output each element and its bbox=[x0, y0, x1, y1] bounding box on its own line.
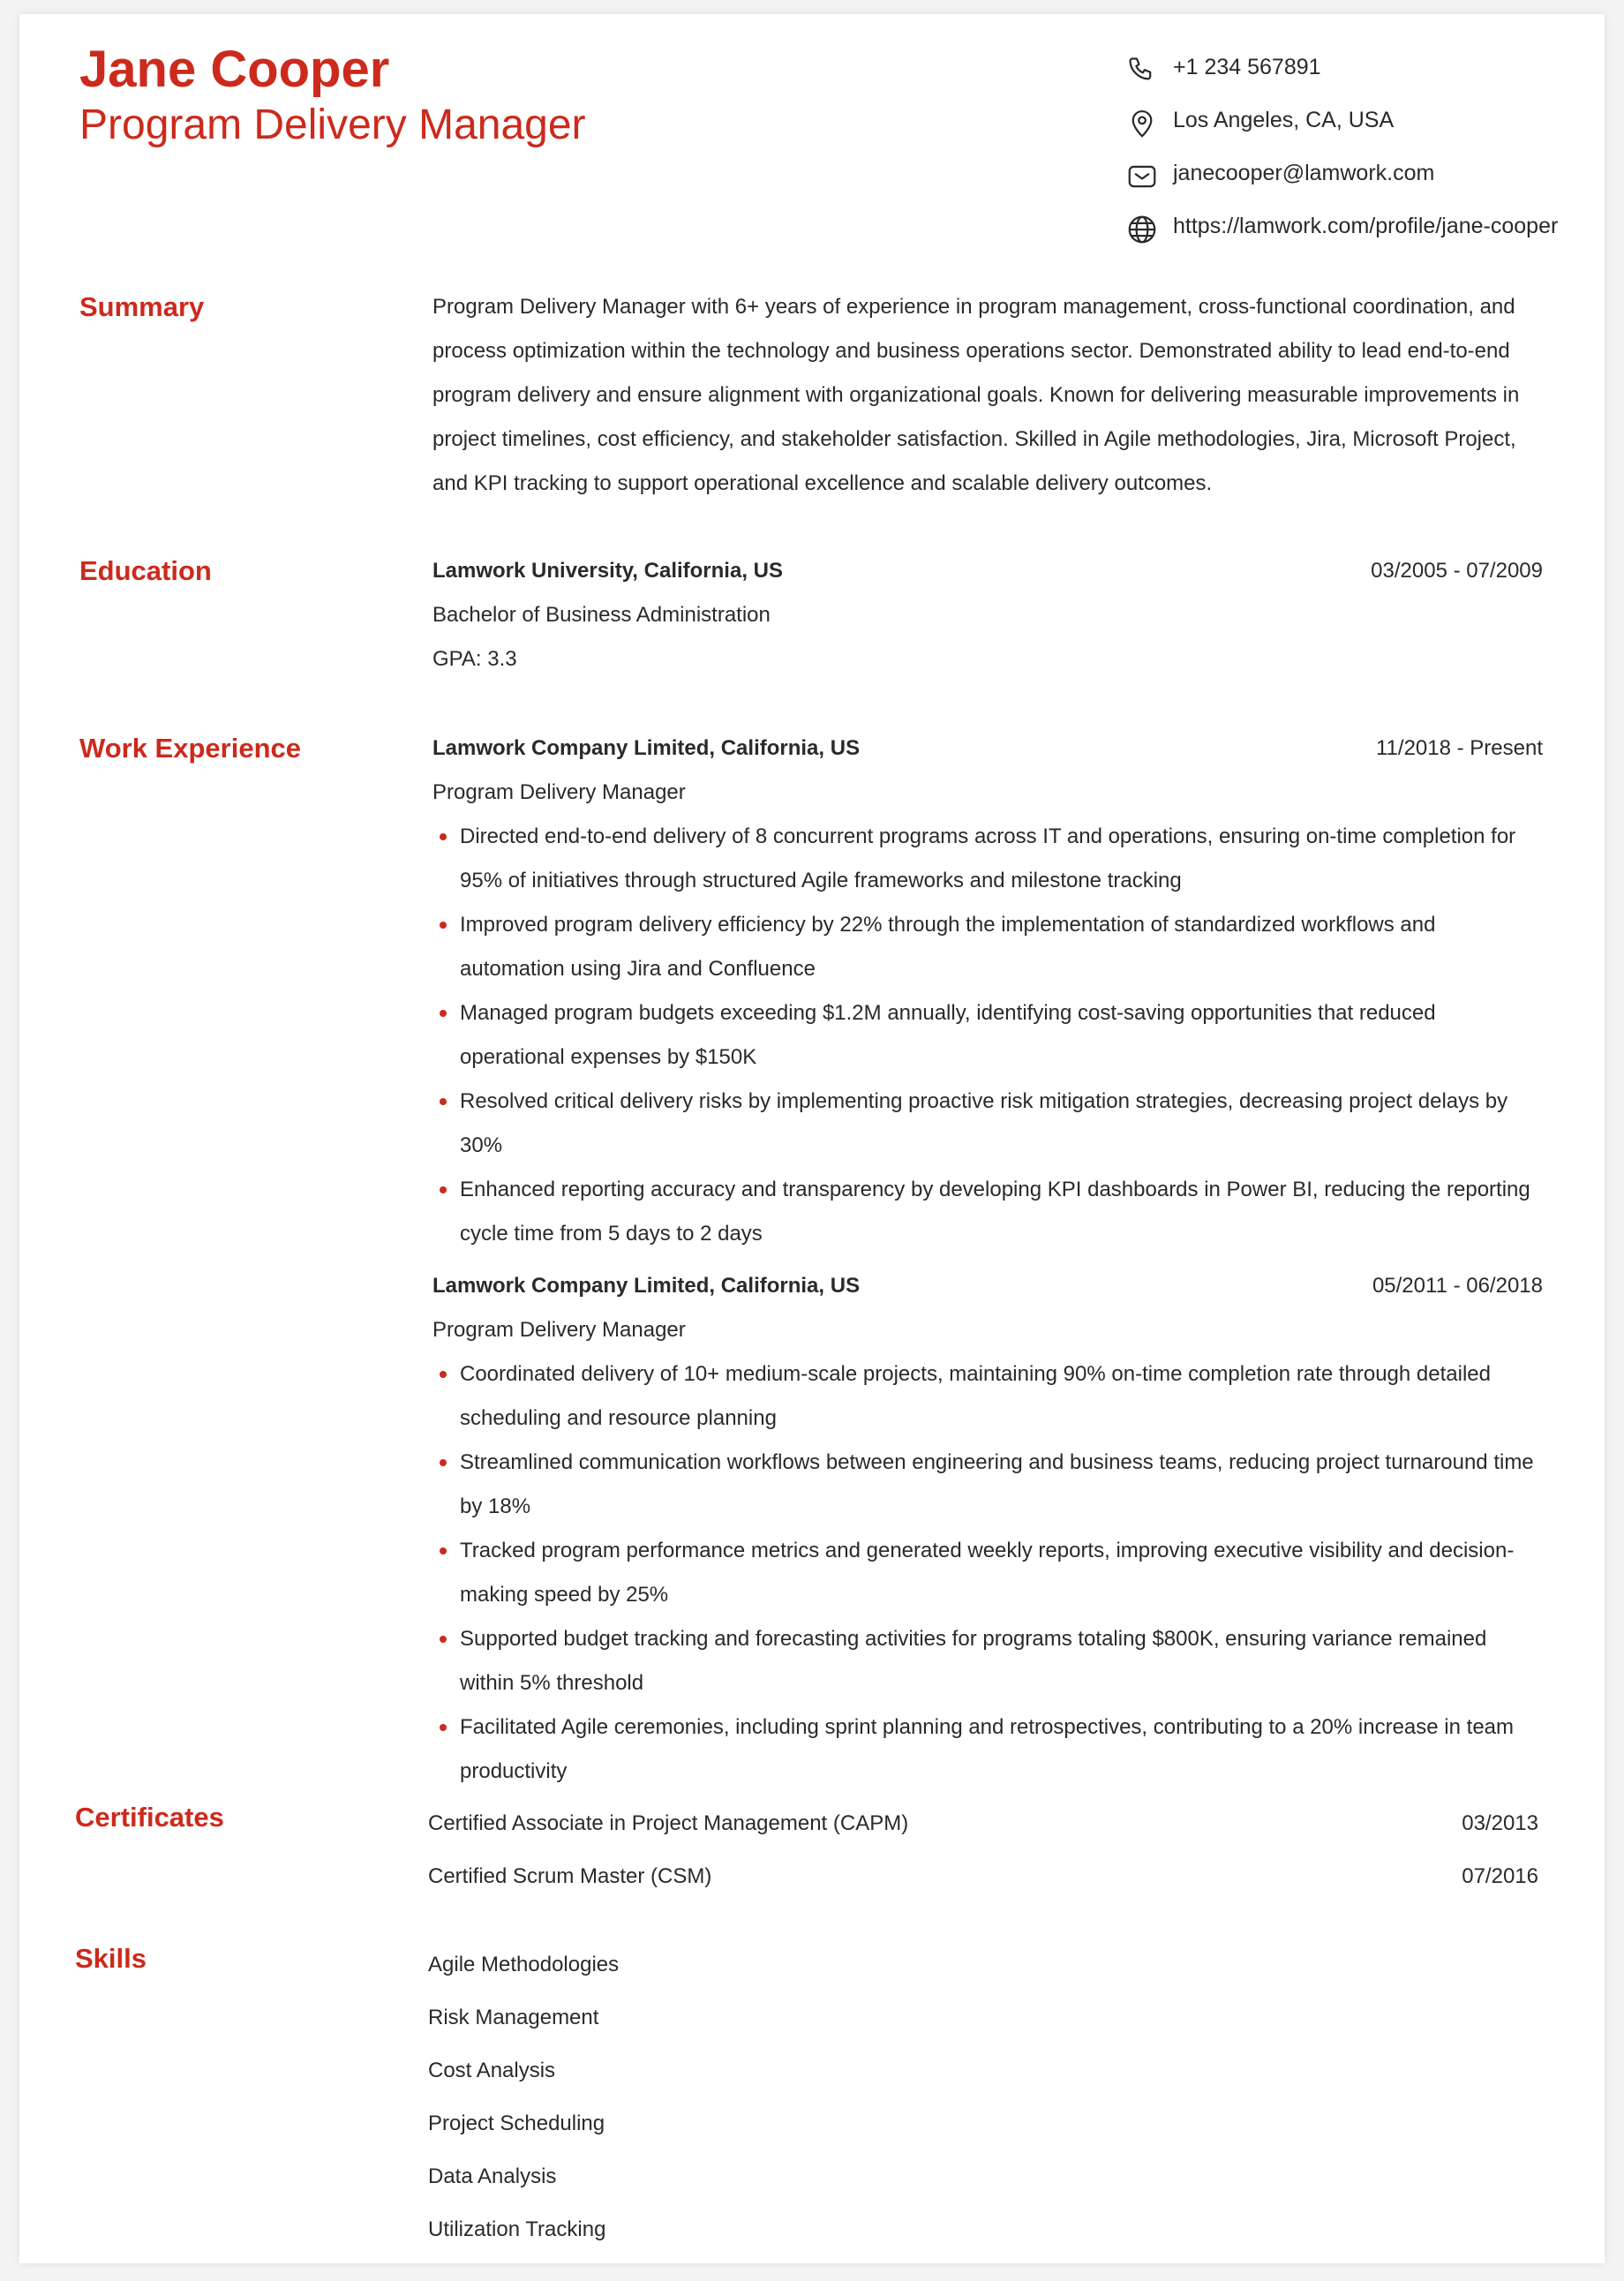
job-bullet: Managed program budgets exceeding $1.2M annually, identifying cost-saving opportunities that reduced operational expenses by $150K bbox=[432, 991, 1543, 1080]
candidate-name: Jane Cooper bbox=[79, 41, 390, 98]
education-dates: 03/2005 - 07/2009 bbox=[1371, 559, 1543, 583]
email-link[interactable]: janecooper@lamwork.com bbox=[1173, 161, 1435, 185]
contact-list bbox=[1125, 47, 1584, 259]
job-header bbox=[432, 1264, 1543, 1308]
mail-icon bbox=[1125, 160, 1159, 193]
experience-heading: Work Experience bbox=[79, 733, 301, 764]
skills-section bbox=[428, 1938, 1538, 2256]
candidate-title: Program Delivery Manager bbox=[79, 102, 586, 148]
contact-phone bbox=[1125, 47, 1584, 100]
certificate-row bbox=[428, 1850, 1538, 1903]
skill-item: Cost Analysis bbox=[428, 2059, 556, 2082]
job-role: Program Delivery Manager bbox=[432, 1318, 686, 1342]
job-bullet: Facilitated Agile ceremonies, including sprint planning and retrospectives, contributing to a 20% increase in team productivity bbox=[432, 1705, 1543, 1794]
job-company: Lamwork Company Limited, California, US bbox=[432, 736, 861, 760]
job-dates: 11/2018 - Present bbox=[1375, 736, 1543, 760]
certificate-date: 03/2013 bbox=[1462, 1811, 1538, 1835]
resume-page bbox=[19, 14, 1605, 2263]
education-section bbox=[432, 549, 1543, 681]
phone-icon bbox=[1125, 54, 1159, 87]
job-bullets bbox=[432, 1352, 1543, 1794]
certificate-name: Certified Associate in Project Management (CAPM) bbox=[428, 1811, 909, 1835]
certificate-row bbox=[428, 1797, 1538, 1850]
degree: Bachelor of Business Administration bbox=[432, 603, 771, 627]
job-role: Program Delivery Manager bbox=[432, 780, 686, 804]
gpa: GPA: 3.3 bbox=[432, 647, 517, 671]
job-bullet: Tracked program performance metrics and generated weekly reports, improving executive visibility and decision-making speed by 25% bbox=[432, 1529, 1543, 1617]
skill-item: Agile Methodologies bbox=[428, 1953, 620, 1976]
skill-item: Project Scheduling bbox=[428, 2112, 605, 2135]
job-bullet: Resolved critical delivery risks by implementing proactive risk mitigation strategies, decreasing project delays by 30% bbox=[432, 1080, 1543, 1168]
summary-text: Program Delivery Manager with 6+ years of experience in program management, cross-functional coordination, and process optimization within the technology and business operations sector. Demonstrated ability to lead end-to-end program delivery and ensure alignment with organizational goals. Known for delivering measurable improvements in project timelines, cost efficiency, and stakeholder satisfaction. Skilled in Agile methodologies, Jira, Microsoft Project, and KPI tracking to support operational excellence and scalable delivery outcomes. bbox=[432, 295, 1520, 495]
globe-icon bbox=[1125, 213, 1159, 246]
job-bullet: Enhanced reporting accuracy and transparency by developing KPI dashboards in Power BI, reducing the reporting cycle time from 5 days to 2 days bbox=[432, 1168, 1543, 1256]
certificates-section bbox=[428, 1797, 1538, 1903]
experience-section bbox=[432, 726, 1543, 1794]
job-entry bbox=[432, 726, 1543, 1256]
job-bullet: Directed end-to-end delivery of 8 concurrent programs across IT and operations, ensuring on-time completion for 95% of initiatives through structured Agile frameworks and milestone tracking bbox=[432, 815, 1543, 903]
job-bullets bbox=[432, 815, 1543, 1256]
website-link[interactable]: https://lamwork.com/profile/jane-cooper bbox=[1173, 214, 1559, 238]
job-company: Lamwork Company Limited, California, US bbox=[432, 1274, 861, 1298]
job-header bbox=[432, 726, 1543, 771]
skill-item: Utilization Tracking bbox=[428, 2217, 606, 2241]
location-text: Los Angeles, CA, USA bbox=[1173, 108, 1395, 132]
contact-location bbox=[1125, 100, 1584, 153]
job-dates: 05/2011 - 06/2018 bbox=[1372, 1274, 1543, 1298]
job-bullet: Coordinated delivery of 10+ medium-scale projects, maintaining 90% on-time completion rate through detailed scheduling and resource planning bbox=[432, 1352, 1543, 1441]
job-bullet: Supported budget tracking and forecasting activities for programs totaling $800K, ensuring variance remained within 5% threshold bbox=[432, 1617, 1543, 1705]
school-name: Lamwork University, California, US bbox=[432, 559, 783, 583]
certificate-name: Certified Scrum Master (CSM) bbox=[428, 1864, 712, 1888]
summary-heading: Summary bbox=[79, 291, 205, 322]
contact-email bbox=[1125, 153, 1584, 206]
job-bullet: Improved program delivery efficiency by 22% through the implementation of standardized workflows and automation using Jira and Confluence bbox=[432, 903, 1543, 991]
job-bullet: Streamlined communication workflows between engineering and business teams, reducing project turnaround time by 18% bbox=[432, 1441, 1543, 1529]
skill-item: Risk Management bbox=[428, 2006, 599, 2029]
contact-website bbox=[1125, 206, 1584, 259]
education-row bbox=[432, 549, 1543, 593]
location-pin-icon bbox=[1125, 107, 1159, 140]
job-entry bbox=[432, 1264, 1543, 1794]
phone-text[interactable]: +1 234 567891 bbox=[1173, 55, 1321, 79]
skill-item: Data Analysis bbox=[428, 2164, 557, 2188]
skills-heading: Skills bbox=[75, 1943, 147, 1974]
summary-section bbox=[432, 285, 1543, 506]
education-heading: Education bbox=[79, 555, 212, 586]
certificates-heading: Certificates bbox=[75, 1802, 224, 1833]
certificate-date: 07/2016 bbox=[1462, 1864, 1538, 1888]
